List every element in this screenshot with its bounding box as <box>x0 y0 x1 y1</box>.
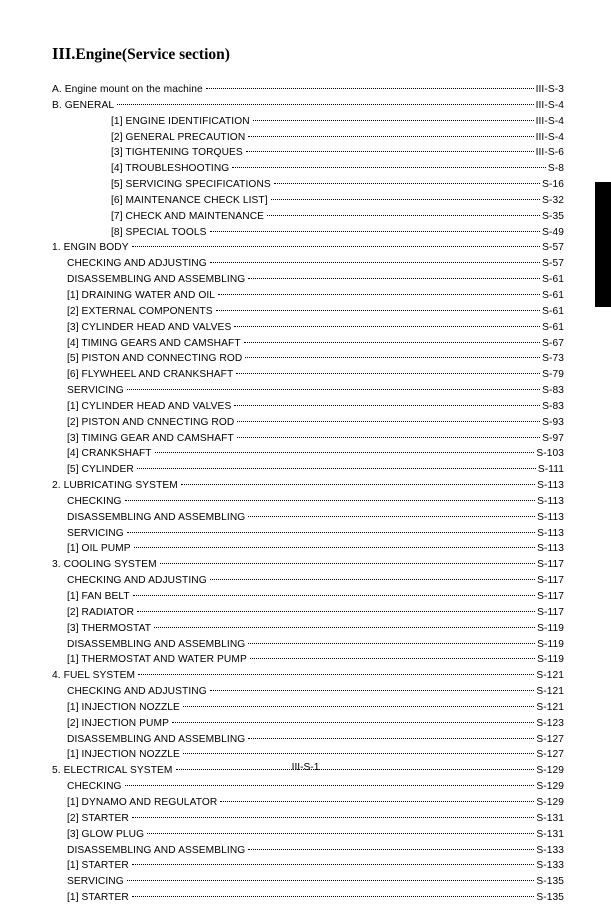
toc-entry-label: CHECKING AND ADJUSTING <box>67 258 207 270</box>
toc-entry-label: [1] INJECTION NOZZLE <box>67 701 180 713</box>
toc-entry-page: S-117 <box>537 559 564 571</box>
table-of-contents <box>52 81 564 905</box>
toc-entry-page: S-113 <box>537 480 564 492</box>
toc-entry-page: S-83 <box>542 400 564 412</box>
toc-leader-dots <box>172 715 534 726</box>
toc-leader-dots <box>210 572 535 583</box>
toc-leader-dots <box>248 731 534 742</box>
toc-leader-dots <box>253 113 534 124</box>
toc-leader-dots <box>137 604 535 615</box>
toc-leader-dots <box>127 382 540 393</box>
toc-leader-dots <box>210 224 541 235</box>
toc-leader-dots <box>183 699 534 710</box>
toc-leader-dots <box>125 493 535 504</box>
toc-entry-label: SERVICING <box>67 385 124 397</box>
toc-entry[interactable] <box>52 556 564 572</box>
toc-entry-label: [1] INJECTION NOZZLE <box>67 749 180 761</box>
toc-entry[interactable] <box>52 509 564 525</box>
toc-entry[interactable] <box>52 667 564 683</box>
toc-entry-label: A. Engine mount on the machine <box>52 84 203 95</box>
toc-leader-dots <box>127 525 535 536</box>
toc-leader-dots <box>245 350 540 361</box>
toc-entry-page: S-97 <box>542 432 564 444</box>
toc-leader-dots <box>206 81 534 92</box>
toc-entry[interactable] <box>52 430 564 446</box>
toc-entry-page: S-129 <box>536 781 564 793</box>
toc-leader-dots <box>234 398 540 409</box>
toc-entry-page: S-61 <box>542 289 564 301</box>
page-title-text: Engine(Service section) <box>75 46 230 63</box>
toc-leader-dots <box>137 461 536 472</box>
toc-leader-dots <box>250 651 535 662</box>
toc-leader-dots <box>181 477 535 488</box>
toc-entry-label: [1] STARTER <box>67 860 129 872</box>
toc-entry-page: S-57 <box>542 258 564 270</box>
toc-entry-label: [6] FLYWHEEL AND CRANKSHAFT <box>67 369 234 381</box>
toc-entry[interactable] <box>52 873 564 889</box>
toc-leader-dots <box>133 588 535 599</box>
toc-leader-dots <box>248 271 540 282</box>
toc-entry-label: [1] CYLINDER HEAD AND VALVES <box>67 400 232 412</box>
toc-entry-label: SERVICING <box>67 527 124 539</box>
toc-entry-label: DISASSEMBLING AND ASSEMBLING <box>67 511 246 523</box>
toc-entry-label: [2] PISTON AND CNNECTING ROD <box>67 416 235 428</box>
toc-entry[interactable] <box>52 350 564 366</box>
toc-entry-label: [6] MAINTENANCE CHECK LIST] <box>111 194 268 206</box>
toc-entry-label: CHECKING <box>67 495 122 507</box>
toc-entry-page: S-131 <box>536 812 564 824</box>
toc-leader-dots <box>232 160 546 171</box>
toc-entry[interactable] <box>52 540 564 556</box>
toc-entry-label: DISASSEMBLING AND ASSEMBLING <box>67 274 246 286</box>
toc-entry-label: SERVICING <box>67 876 124 888</box>
toc-entry-label: [3] TIGHTENING TORQUES <box>111 147 243 159</box>
toc-entry[interactable] <box>52 208 564 224</box>
toc-leader-dots <box>248 509 535 520</box>
toc-entry-label: CHECKING <box>67 781 122 793</box>
toc-entry[interactable] <box>52 382 564 398</box>
toc-entry-page: S-133 <box>536 860 564 872</box>
toc-entry-label: [5] CYLINDER <box>67 464 134 476</box>
toc-entry[interactable] <box>52 160 564 176</box>
toc-leader-dots <box>147 826 534 837</box>
toc-entry[interactable] <box>52 176 564 192</box>
toc-entry-page: S-61 <box>542 321 564 333</box>
toc-entry[interactable] <box>52 129 564 145</box>
toc-leader-dots <box>244 335 540 346</box>
toc-entry-label: [2] GENERAL PRECAUTION <box>111 131 246 143</box>
toc-entry[interactable] <box>52 493 564 509</box>
toc-leader-dots <box>237 414 540 425</box>
toc-entry-label: 3. COOLING SYSTEM <box>52 559 157 571</box>
toc-entry[interactable] <box>52 97 564 113</box>
toc-entry-page: S-121 <box>536 670 564 682</box>
toc-entry[interactable] <box>52 477 564 493</box>
toc-entry[interactable] <box>52 445 564 461</box>
toc-leader-dots <box>248 129 533 140</box>
toc-entry[interactable] <box>52 842 564 858</box>
toc-entry-page: S-103 <box>536 448 564 460</box>
toc-entry-page: S-117 <box>537 575 564 587</box>
toc-leader-dots <box>183 746 534 757</box>
toc-entry-label: [1] OIL PUMP <box>67 543 131 555</box>
toc-entry-label: [5] PISTON AND CONNECTING ROD <box>67 353 243 365</box>
toc-entry-page: S-61 <box>542 274 564 286</box>
toc-entry-label: 2. LUBRICATING SYSTEM <box>52 480 178 492</box>
toc-entry-page: S-135 <box>536 892 564 904</box>
toc-leader-dots <box>132 889 534 900</box>
toc-entry-page: S-113 <box>537 511 564 523</box>
toc-entry[interactable] <box>52 414 564 430</box>
toc-entry-page: S-57 <box>542 242 564 254</box>
toc-entry-label: [8] SPECIAL TOOLS <box>111 226 207 238</box>
toc-entry-page: S-133 <box>536 844 564 856</box>
toc-entry-page: S-119 <box>537 622 564 634</box>
toc-leader-dots <box>216 303 540 314</box>
toc-entry[interactable] <box>52 857 564 873</box>
toc-entry-label: B. GENERAL <box>52 99 115 111</box>
toc-entry[interactable] <box>52 636 564 652</box>
toc-entry-page: S-49 <box>542 226 564 238</box>
toc-entry-label: DISASSEMBLING AND ASSEMBLING <box>67 844 246 856</box>
toc-entry-page: S-113 <box>537 543 564 555</box>
toc-entry[interactable] <box>52 366 564 382</box>
toc-leader-dots <box>125 778 535 789</box>
toc-entry[interactable] <box>52 303 564 319</box>
toc-entry[interactable] <box>52 224 564 240</box>
toc-entry[interactable] <box>52 319 564 335</box>
toc-entry-page: S-113 <box>537 495 564 507</box>
toc-entry-page: S-129 <box>536 796 564 808</box>
toc-entry-label: 5. ELECTRICAL SYSTEM <box>52 765 173 777</box>
toc-entry[interactable] <box>52 620 564 636</box>
toc-entry[interactable] <box>52 113 564 129</box>
toc-entry-page: S-111 <box>537 464 564 476</box>
toc-entry[interactable] <box>52 715 564 731</box>
toc-entry[interactable] <box>52 335 564 351</box>
toc-entry-label: [2] STARTER <box>67 812 129 824</box>
toc-entry-label: 4. FUEL SYSTEM <box>52 670 136 682</box>
toc-entry[interactable] <box>52 144 564 160</box>
toc-entry[interactable] <box>52 271 564 287</box>
toc-entry[interactable] <box>52 398 564 414</box>
toc-entry-label: [3] GLOW PLUG <box>67 828 145 840</box>
toc-entry-label: [5] SERVICING SPECIFICATIONS <box>111 179 271 191</box>
page-title <box>52 44 230 64</box>
section-thumb-tab <box>595 182 611 307</box>
toc-leader-dots <box>134 540 535 551</box>
toc-entry-page: S-83 <box>542 385 564 397</box>
toc-leader-dots <box>220 794 534 805</box>
toc-leader-dots <box>132 239 540 250</box>
toc-entry-label: [1] DYNAMO AND REGULATOR <box>67 796 218 808</box>
toc-entry-page: S-8 <box>547 163 564 175</box>
toc-leader-dots <box>218 287 540 298</box>
toc-leader-dots <box>271 192 540 203</box>
toc-leader-dots <box>117 97 533 108</box>
toc-entry-label: CHECKING AND ADJUSTING <box>67 686 207 698</box>
toc-entry-label: [4] TROUBLESHOOTING <box>111 163 230 175</box>
toc-entry-label: DISASSEMBLING AND ASSEMBLING <box>67 733 246 745</box>
toc-leader-dots <box>246 144 534 155</box>
toc-entry-page: S-121 <box>536 701 564 713</box>
toc-leader-dots <box>267 208 540 219</box>
toc-leader-dots <box>248 636 535 647</box>
toc-entry-page: S-67 <box>542 337 564 349</box>
toc-entry[interactable] <box>52 794 564 810</box>
toc-entry-label: [3] CYLINDER HEAD AND VALVES <box>67 321 232 333</box>
toc-entry[interactable] <box>52 826 564 842</box>
toc-entry-page: S-73 <box>542 353 564 365</box>
toc-entry-label: [4] CRANKSHAFT <box>67 448 152 460</box>
toc-leader-dots <box>248 842 534 853</box>
toc-entry-label: [4] TIMING GEARS AND CAMSHAFT <box>67 337 241 349</box>
toc-entry[interactable] <box>52 810 564 826</box>
toc-entry-page: S-16 <box>542 179 564 191</box>
toc-entry-page: S-127 <box>536 749 564 761</box>
toc-leader-dots <box>236 366 540 377</box>
toc-entry-label: [1] STARTER <box>67 892 129 904</box>
toc-entry[interactable] <box>52 731 564 747</box>
page-footer: III-S-1 <box>291 762 320 773</box>
toc-entry-page: III-S-4 <box>535 99 564 111</box>
toc-entry[interactable] <box>52 699 564 715</box>
toc-entry[interactable] <box>52 192 564 208</box>
toc-entry[interactable] <box>52 572 564 588</box>
toc-entry-page: III-S-4 <box>535 115 564 127</box>
toc-leader-dots <box>132 810 534 821</box>
toc-entry[interactable] <box>52 81 564 97</box>
toc-leader-dots <box>160 556 535 567</box>
toc-entry-page: III-S-3 <box>535 84 564 95</box>
toc-entry-label: [2] INJECTION PUMP <box>67 717 169 729</box>
toc-entry-label: [7] CHECK AND MAINTENANCE <box>111 210 265 222</box>
toc-entry[interactable] <box>52 683 564 699</box>
toc-leader-dots <box>154 620 535 631</box>
toc-leader-dots <box>234 319 540 330</box>
toc-entry[interactable] <box>52 255 564 271</box>
toc-entry-page: III-S-4 <box>535 131 564 143</box>
toc-entry-page: S-117 <box>537 606 564 618</box>
toc-entry-page: S-127 <box>536 733 564 745</box>
toc-entry-page: S-93 <box>542 416 564 428</box>
toc-entry[interactable] <box>52 239 564 255</box>
toc-entry-label: [1] ENGINE IDENTIFICATION <box>111 115 250 127</box>
toc-entry[interactable] <box>52 287 564 303</box>
toc-entry-page: S-123 <box>536 717 564 729</box>
toc-entry-page: S-135 <box>536 876 564 888</box>
toc-leader-dots <box>274 176 540 187</box>
toc-entry-label: 1. ENGIN BODY <box>52 242 129 254</box>
toc-entry-page: S-119 <box>537 638 564 650</box>
toc-entry[interactable] <box>52 461 564 477</box>
toc-entry-page: S-35 <box>542 210 564 222</box>
toc-entry-label: [1] FAN BELT <box>67 591 130 602</box>
toc-entry[interactable] <box>52 889 564 905</box>
toc-entry-label: [2] RADIATOR <box>67 606 135 618</box>
toc-entry-label: [1] DRAINING WATER AND OIL <box>67 289 216 301</box>
toc-entry-page: S-61 <box>542 305 564 317</box>
toc-entry-label: CHECKING AND ADJUSTING <box>67 575 207 587</box>
toc-leader-dots <box>210 255 540 266</box>
toc-entry-page: S-117 <box>537 591 564 602</box>
toc-entry-page: S-129 <box>536 765 564 777</box>
toc-leader-dots <box>210 683 535 694</box>
page-title-number: III. <box>52 44 76 63</box>
toc-entry-page: S-131 <box>536 828 564 840</box>
toc-entry-page: S-119 <box>537 654 564 666</box>
toc-entry-page: S-79 <box>542 369 564 381</box>
toc-leader-dots <box>155 445 535 456</box>
toc-entry-page: S-32 <box>542 194 564 206</box>
toc-entry[interactable] <box>52 604 564 620</box>
toc-entry-page: S-113 <box>537 527 564 539</box>
toc-leader-dots <box>138 667 534 678</box>
toc-leader-dots <box>237 430 540 441</box>
toc-entry-label: [2] EXTERNAL COMPONENTS <box>67 305 213 317</box>
toc-entry[interactable] <box>52 746 564 762</box>
toc-entry-label: [3] THERMOSTAT <box>67 622 152 634</box>
toc-entry-page: III-S-6 <box>535 147 564 159</box>
toc-entry-label: [1] THERMOSTAT AND WATER PUMP <box>67 654 247 666</box>
toc-leader-dots <box>132 857 534 868</box>
toc-entry-label: [3] TIMING GEAR AND CAMSHAFT <box>67 432 234 444</box>
toc-entry-label: DISASSEMBLING AND ASSEMBLING <box>67 638 246 650</box>
toc-entry[interactable] <box>52 651 564 667</box>
toc-entry-page: S-121 <box>536 686 564 698</box>
toc-entry[interactable] <box>52 525 564 541</box>
toc-leader-dots <box>127 873 535 884</box>
toc-entry[interactable] <box>52 588 564 604</box>
